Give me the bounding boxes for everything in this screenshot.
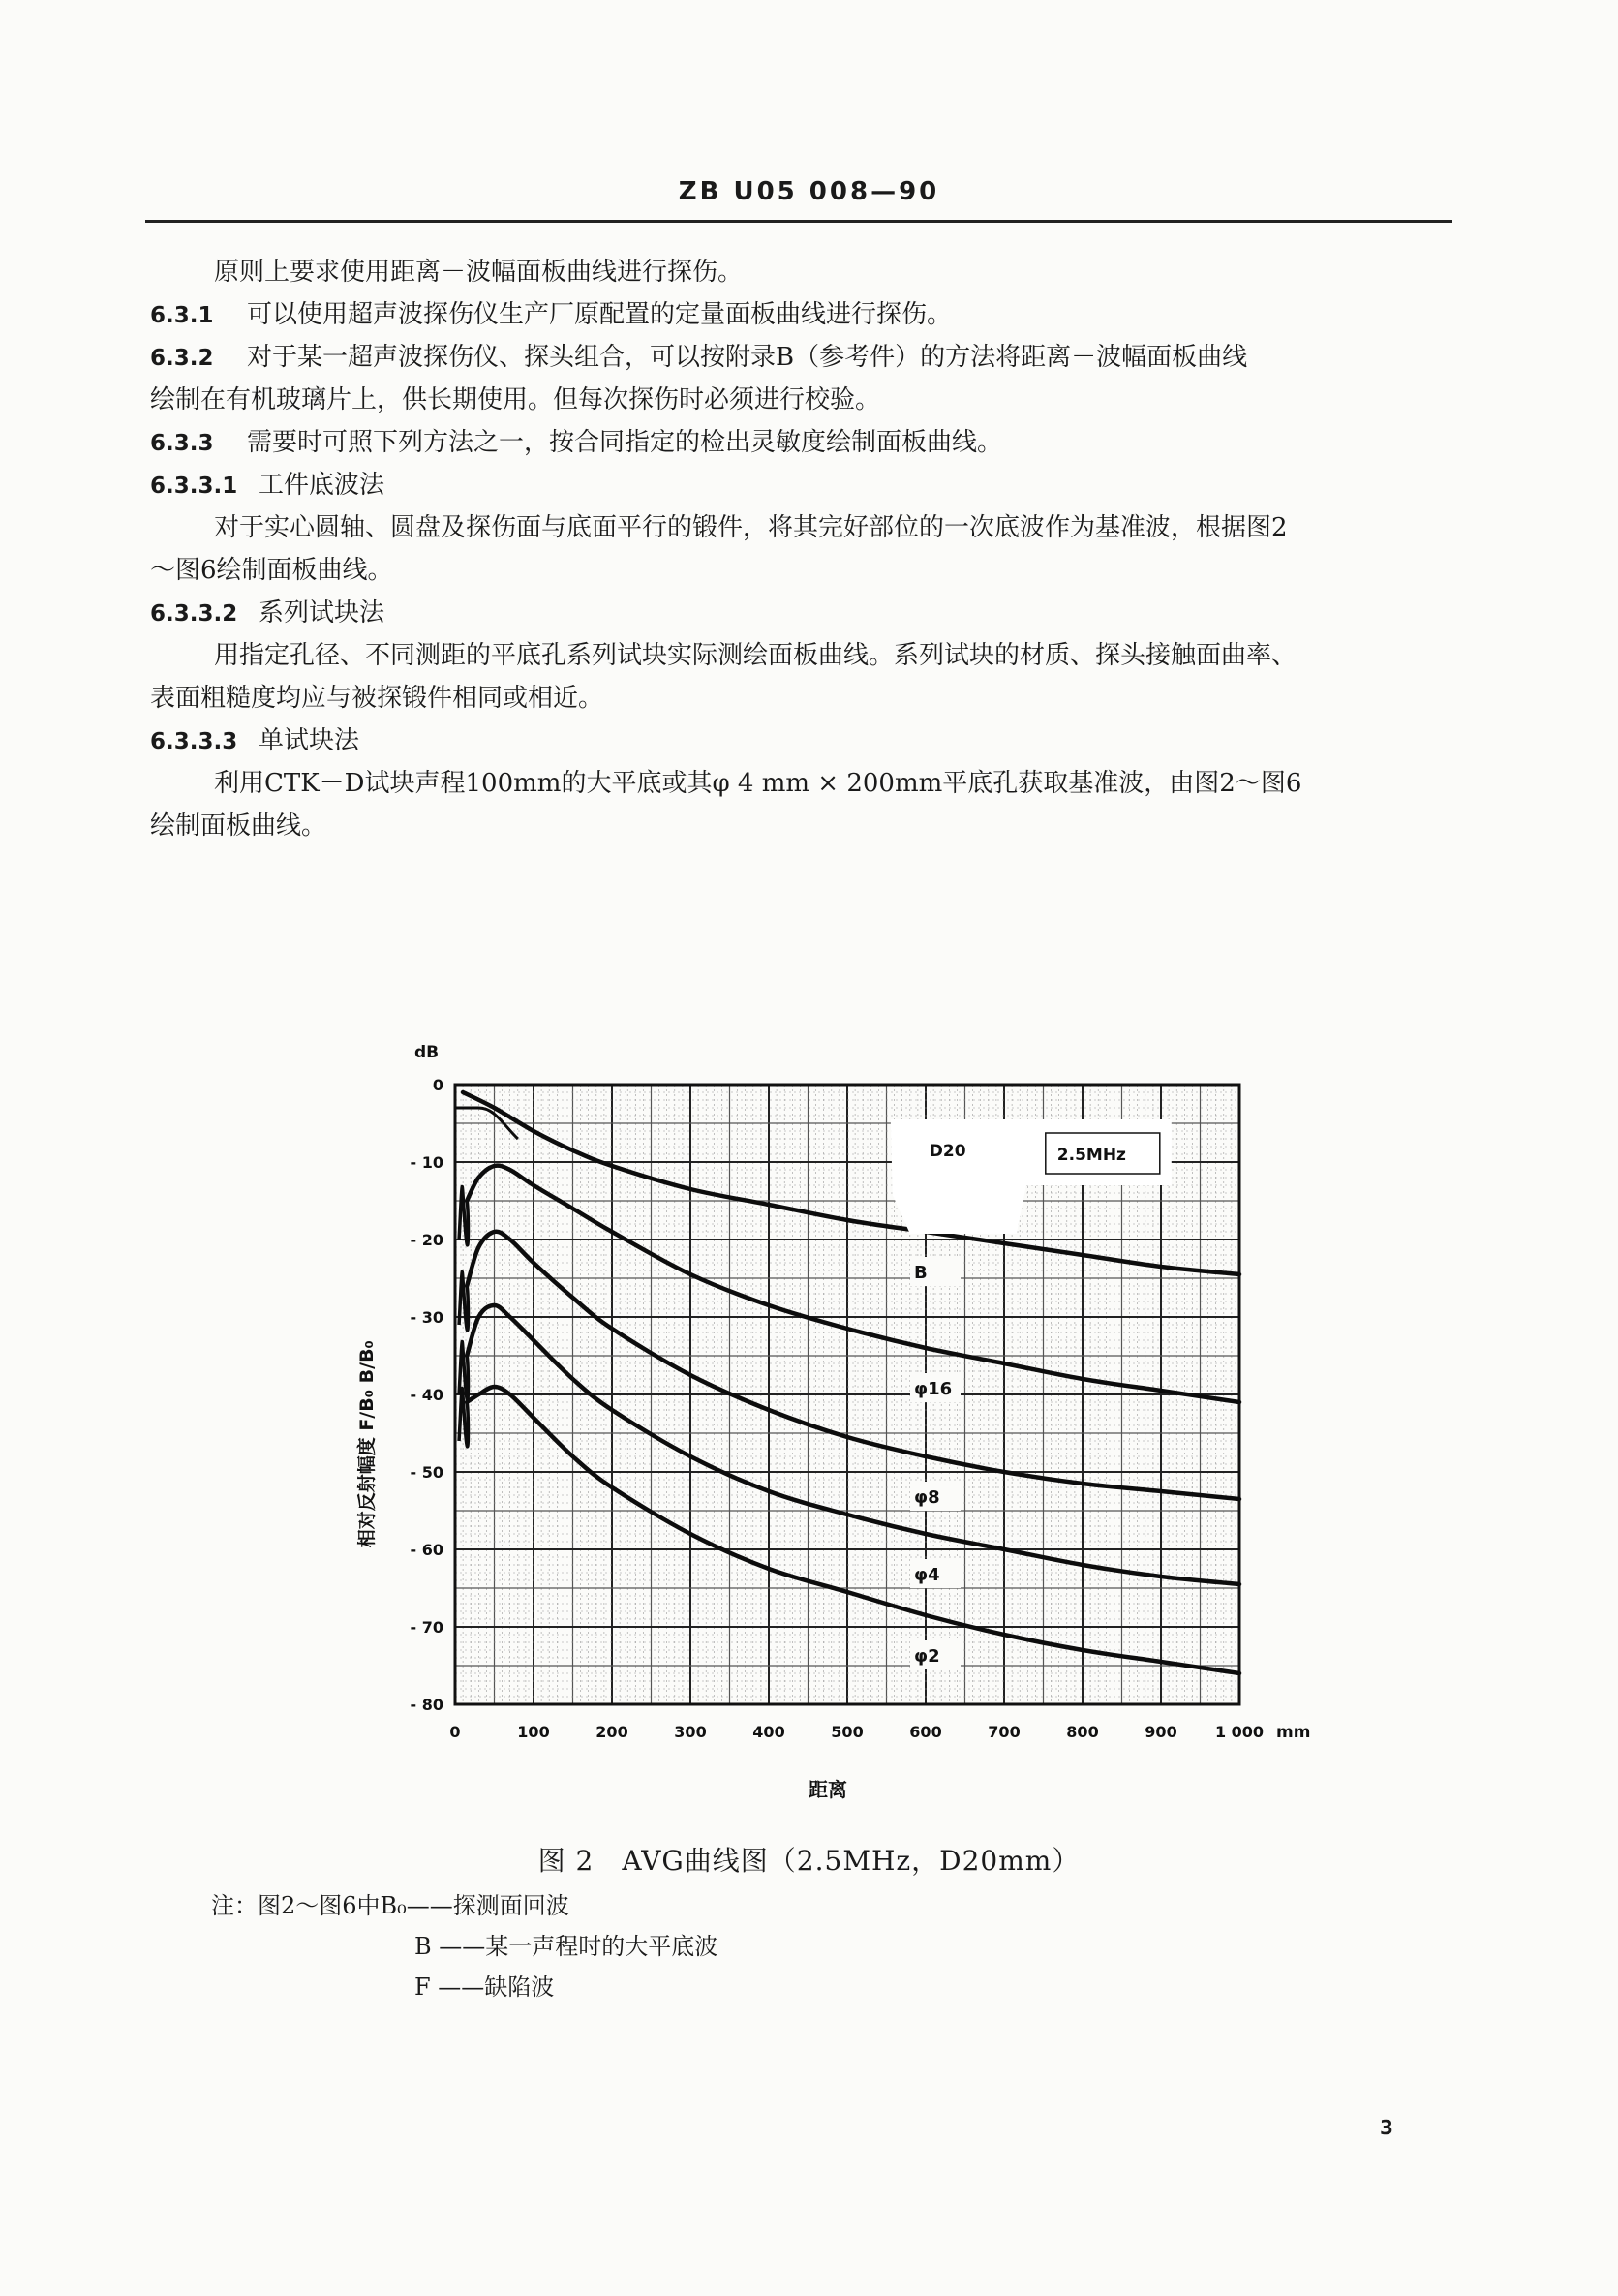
series-label: φ16 [914, 1379, 953, 1399]
near-field-wiggle [459, 1186, 468, 1244]
y-tick-label: 0 [432, 1076, 443, 1094]
avg-chart [349, 1026, 1317, 1821]
x-axis-title: 距离 [809, 1778, 847, 1801]
y-tick-label: - 70 [410, 1618, 443, 1637]
section-number: 6.3.3.3 [150, 729, 238, 754]
y-tick-label: - 10 [410, 1153, 443, 1172]
x-tick-label: 600 [909, 1723, 942, 1741]
paragraph-6-3-3-2-cont: 表面粗糙度均应与被探锻件相同或相近。 [150, 684, 604, 713]
standard-code: ZB U05 008—90 [678, 177, 940, 206]
x-tick-label: 200 [595, 1723, 628, 1741]
section-title: 系列试块法 [259, 598, 385, 628]
section-title: 工件底波法 [259, 471, 385, 500]
section-number: 6.3.1 [150, 303, 214, 328]
section-number: 6.3.3.2 [150, 601, 238, 627]
x-tick-label: 100 [517, 1723, 550, 1741]
inset-frequency: 2.5MHz [1056, 1146, 1126, 1165]
x-tick-label: 800 [1066, 1723, 1099, 1741]
note-line-1: 注：图2～图6中B₀——探测面回波 [211, 1892, 569, 1919]
x-tick-label: 500 [831, 1723, 864, 1741]
section-text: 可以使用超声波探伤仪生产厂原配置的定量面板曲线进行探伤。 [247, 300, 953, 329]
x-tick-label: 0 [449, 1723, 461, 1741]
page-number: 3 [1380, 2116, 1393, 2139]
x-tick-label: 900 [1145, 1723, 1177, 1741]
paragraph-6-3-3-3: 利用CTK－D试块声程100mm的大平底或其φ 4 mm × 200mm平底孔获取基准波，由图2～图6 [214, 769, 1302, 798]
section-text: 对于某一超声波探伤仪、探头组合，可以按附录B（参考件）的方法将距离－波幅面板曲线 [247, 343, 1248, 372]
y-tick-label: - 20 [410, 1231, 443, 1249]
inset-probe-diameter: D20 [929, 1142, 966, 1161]
section-6-3-3-1 [150, 470, 384, 502]
header-rule [145, 220, 1452, 223]
x-tick-label: 700 [988, 1723, 1021, 1741]
section-6-3-3 [150, 427, 1002, 459]
figure-caption: 图 2 AVG曲线图（2.5MHz，D20mm） [537, 1845, 1081, 1877]
x-tick-label: 300 [674, 1723, 707, 1741]
section-6-3-3-3 [150, 725, 359, 757]
x-tick-label: 400 [752, 1723, 785, 1741]
section-number: 6.3.2 [150, 346, 214, 371]
paragraph-6-3-3-1-cont: ～图6绘制面板曲线。 [150, 556, 393, 585]
series-label: φ2 [914, 1646, 940, 1667]
series-label: B [914, 1263, 928, 1283]
y-tick-label: - 80 [410, 1696, 443, 1714]
x-tick-label: 1 000 [1214, 1723, 1265, 1741]
series-line [467, 1232, 1239, 1499]
section-number: 6.3.3.1 [150, 474, 238, 499]
section-6-3-1 [150, 299, 952, 331]
section-6-3-2-cont: 绘制在有机玻璃片上，供长期使用。但每次探伤时必须进行校验。 [150, 385, 881, 414]
series-line [467, 1305, 1239, 1584]
series-label: φ8 [914, 1487, 940, 1508]
note-line-2: B ——某一声程时的大平底波 [414, 1933, 718, 1960]
y-tick-label: - 40 [410, 1386, 443, 1404]
paragraph-intro: 原则上要求使用距离－波幅面板曲线进行探伤。 [214, 258, 744, 287]
note-line-3: F ——缺陷波 [414, 1974, 555, 2001]
series-label: φ4 [914, 1565, 940, 1585]
section-6-3-2 [150, 342, 1247, 374]
section-6-3-3-2 [150, 597, 384, 629]
section-title: 单试块法 [259, 726, 360, 755]
paragraph-6-3-3-3-cont: 绘制面板曲线。 [150, 811, 327, 841]
y-unit-label: dB [414, 1043, 440, 1062]
y-tick-label: - 60 [410, 1541, 443, 1559]
paragraph-6-3-3-2: 用指定孔径、不同测距的平底孔系列试块实际测绘面板曲线。系列试块的材质、探头接触面曲率、 [214, 641, 1297, 670]
section-text: 需要时可照下列方法之一，按合同指定的检出灵敏度绘制面板曲线。 [247, 428, 1003, 457]
series-line [467, 1387, 1239, 1673]
paragraph-6-3-3-1: 对于实心圆轴、圆盘及探伤面与底面平行的锻件，将其完好部位的一次底波作为基准波，根据图2 [214, 513, 1288, 542]
y-tick-label: - 50 [410, 1463, 443, 1482]
y-axis-title: 相对反射幅度 F/B₀ B/B₀ [356, 1340, 378, 1548]
section-number: 6.3.3 [150, 431, 214, 456]
y-tick-label: - 30 [410, 1308, 443, 1327]
x-unit-label: mm [1276, 1723, 1311, 1742]
